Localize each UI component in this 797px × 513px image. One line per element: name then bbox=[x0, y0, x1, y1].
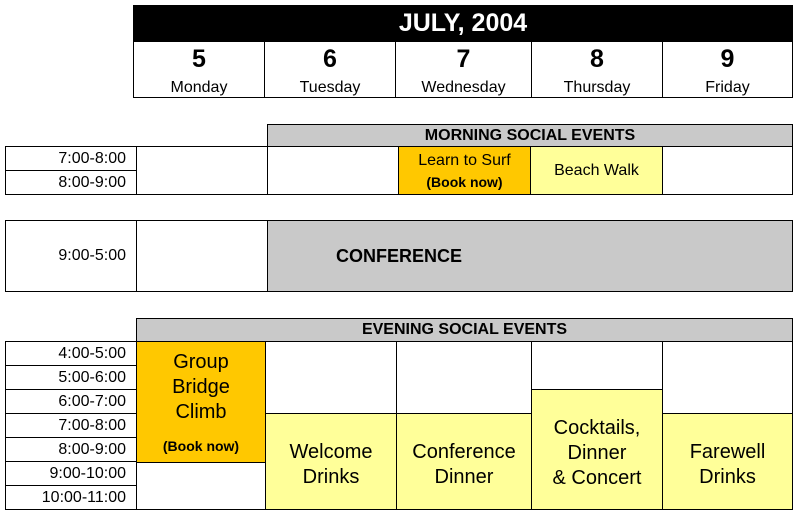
day-header-tuesday bbox=[264, 41, 396, 98]
conference-dinner-line: Conference bbox=[412, 441, 516, 463]
day-header-monday bbox=[133, 41, 265, 98]
evening-time-slot bbox=[5, 485, 137, 510]
morning-header-label: MORNING SOCIAL EVENTS bbox=[424, 126, 636, 144]
day-header-friday bbox=[662, 41, 793, 98]
day-name: Tuesday bbox=[299, 79, 361, 96]
time-label: 9:00-5:00 bbox=[58, 247, 126, 264]
book-now-label[interactable]: (Book now) bbox=[426, 174, 503, 190]
farewell-drinks-line: Drinks bbox=[699, 466, 756, 488]
time-label: 6:00-7:00 bbox=[58, 392, 126, 410]
morning-time-slot bbox=[5, 170, 137, 195]
farewell-drinks-event[interactable] bbox=[662, 413, 793, 510]
evening-time-slot bbox=[5, 389, 137, 414]
time-label: 5:00-6:00 bbox=[58, 368, 126, 386]
conference-dinner-event[interactable] bbox=[396, 413, 532, 510]
evening-empty-wednesday bbox=[396, 341, 532, 414]
time-label: 7:00-8:00 bbox=[58, 416, 126, 434]
day-name: Friday bbox=[705, 79, 750, 96]
day-header-wednesday bbox=[395, 41, 532, 98]
conference-label: CONFERENCE bbox=[336, 246, 463, 266]
learn-to-surf-label: Learn to Surf bbox=[418, 152, 511, 169]
conference-empty-monday bbox=[136, 220, 268, 292]
evening-time-slot bbox=[5, 341, 137, 366]
day-number: 5 bbox=[192, 45, 206, 73]
cocktails-line: Dinner bbox=[567, 442, 627, 464]
welcome-drinks-event[interactable] bbox=[265, 413, 397, 510]
conference-time-slot bbox=[5, 220, 137, 292]
month-banner bbox=[133, 5, 793, 41]
evening-time-slot bbox=[5, 413, 137, 438]
welcome-drinks-line: Drinks bbox=[302, 466, 360, 488]
month-title: JULY, 2004 bbox=[398, 8, 528, 37]
bridge-climb-line: Climb bbox=[175, 401, 227, 423]
morning-empty-monday bbox=[136, 146, 268, 195]
morning-events-header bbox=[267, 124, 793, 147]
beach-walk-event[interactable] bbox=[530, 146, 663, 195]
beach-walk-label: Beach Walk bbox=[554, 161, 639, 179]
evening-time-slot bbox=[5, 437, 137, 462]
evening-empty-thursday bbox=[531, 341, 663, 390]
time-label: 7:00-8:00 bbox=[58, 149, 126, 167]
evening-empty-tuesday bbox=[265, 341, 397, 414]
farewell-drinks-line: Farewell bbox=[689, 441, 766, 463]
day-name: Monday bbox=[170, 79, 228, 96]
evening-header-label: EVENING SOCIAL EVENTS bbox=[361, 321, 568, 338]
day-name: Wednesday bbox=[421, 79, 506, 96]
evening-empty-monday-late bbox=[136, 462, 266, 510]
morning-empty-friday bbox=[662, 146, 793, 195]
day-header-thursday bbox=[531, 41, 663, 98]
conference-dinner-line: Dinner bbox=[434, 466, 494, 488]
day-number: 7 bbox=[456, 45, 471, 73]
bridge-climb-line: Bridge bbox=[172, 376, 230, 398]
cocktails-dinner-concert-event[interactable] bbox=[531, 389, 663, 510]
bridge-climb-event[interactable] bbox=[136, 341, 266, 463]
day-number: 8 bbox=[590, 45, 604, 73]
time-label: 8:00-9:00 bbox=[58, 173, 126, 191]
evening-empty-friday bbox=[662, 341, 793, 414]
evening-time-slot bbox=[5, 365, 137, 390]
day-name: Thursday bbox=[563, 79, 631, 96]
bridge-climb-line: Group bbox=[173, 351, 229, 373]
learn-to-surf-event[interactable] bbox=[398, 146, 531, 195]
evening-events-header bbox=[136, 318, 793, 342]
welcome-drinks-line: Welcome bbox=[289, 441, 373, 463]
time-label: 9:00-10:00 bbox=[49, 464, 126, 482]
morning-time-slot bbox=[5, 146, 137, 171]
cocktails-line: Cocktails, bbox=[553, 417, 641, 439]
evening-time-slot bbox=[5, 461, 137, 486]
day-number: 9 bbox=[720, 45, 735, 73]
day-number: 6 bbox=[323, 45, 337, 73]
time-label: 8:00-9:00 bbox=[58, 440, 126, 458]
cocktails-line: & Concert bbox=[552, 467, 642, 489]
time-label: 4:00-5:00 bbox=[58, 344, 126, 362]
book-now-label[interactable]: (Book now) bbox=[162, 438, 240, 454]
morning-empty-tuesday bbox=[267, 146, 399, 195]
conference-block bbox=[267, 220, 793, 292]
time-label: 10:00-11:00 bbox=[41, 488, 126, 506]
